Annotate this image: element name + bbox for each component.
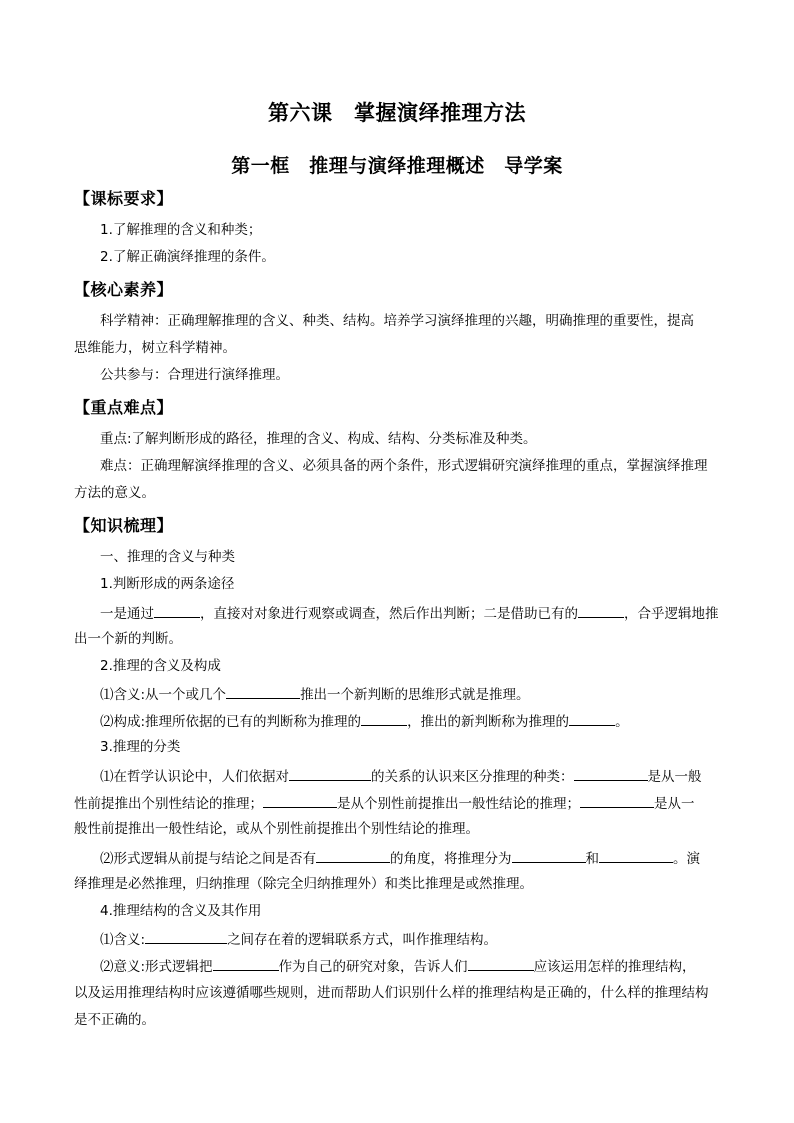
key-points-heading: 【重点难点】 (74, 398, 174, 417)
fill-blank[interactable] (569, 711, 615, 726)
item-1-line-1: 一是通过 ，直接对对象进行观察或调查，然后作出判断；二是借助已有的 ，合乎逻辑地推 (100, 603, 719, 623)
fill-blank[interactable] (289, 766, 371, 781)
item-4-meaning: ⑴含义: 之间存在着的逻辑联系方式，叫作推理结构。 (100, 929, 497, 949)
fill-blank[interactable] (316, 848, 390, 863)
difficult-point-line-1: 难点：正确理解演绎推理的含义、必须具备的两个条件，形式逻辑研究演绎推理的重点，掌握演绎推理 (100, 458, 708, 474)
fill-blank[interactable] (468, 956, 534, 971)
literacy-public: 公共参与：合理进行演绎推理。 (100, 367, 289, 383)
curriculum-heading: 【课标要求】 (74, 189, 174, 208)
fill-blank[interactable] (578, 603, 624, 618)
curriculum-item-2: 2.了解正确演绎推理的条件。 (100, 249, 275, 265)
section-title: 第一框 推理与演绎推理概述 导学案 (231, 155, 563, 177)
section-1-title: 一、推理的含义与种类 (100, 549, 235, 565)
item-3-title: 3.推理的分类 (100, 739, 181, 755)
item-3-b-line-1: ⑵形式逻辑从前提与结论之间是否有 的角度，将推理分为 和 。演 (100, 848, 700, 868)
item-4-significance-line-3: 是不正确的。 (74, 1012, 155, 1028)
item-4-significance-line-1: ⑵意义:形式逻辑把 作为自己的研究对象，告诉人们 应该运用怎样的推理结构， (100, 956, 696, 976)
fill-blank[interactable] (599, 848, 673, 863)
item-2-structure: ⑵构成:推理所依据的已有的判断称为推理的 ，推出的新判断称为推理的 。 (100, 711, 629, 731)
fill-blank[interactable] (154, 603, 200, 618)
item-4-significance-line-2: 以及运用推理结构时应该遵循哪些规则，进而帮助人们识别什么样的推理结构是正确的，什么样的推理结构 (74, 985, 709, 1001)
key-point: 重点:了解判断形成的路径，推理的含义、构成、结构、分类标准及种类。 (100, 431, 537, 447)
fill-blank[interactable] (512, 848, 586, 863)
item-1-line-2: 出一个新的判断。 (74, 631, 182, 647)
lesson-title: 第六课 掌握演绎推理方法 (268, 100, 526, 125)
item-2-meaning: ⑴含义:从一个或几个 推出一个新判断的思维形式就是推理。 (100, 684, 530, 704)
item-2-title: 2.推理的含义及构成 (100, 658, 221, 674)
literacy-science-line-1: 科学精神：正确理解推理的含义、种类、结构。培养学习演绎推理的兴趣，明确推理的重要性，提高 (100, 313, 694, 329)
fill-blank[interactable] (213, 956, 279, 971)
item-3-a-line-2: 性前提推出个别性结论的推理； 是从个别性前提推出一般性结论的推理； 是从一 (74, 793, 695, 813)
item-1-title: 1.判断形成的两条途径 (100, 576, 235, 592)
item-3-a-line-3: 般性前提推出一般性结论，或从个别性前提推出个别性结论的推理。 (74, 821, 479, 837)
fill-blank[interactable] (574, 766, 648, 781)
item-3-b-line-2: 绎推理是必然推理，归纳推理（除完全归纳推理外）和类比推理是或然推理。 (74, 876, 533, 892)
knowledge-heading: 【知识梳理】 (74, 516, 174, 535)
fill-blank[interactable] (580, 793, 654, 808)
literacy-heading: 【核心素养】 (74, 280, 174, 299)
fill-blank[interactable] (145, 929, 227, 944)
literacy-science-line-2: 思维能力，树立科学精神。 (74, 340, 236, 356)
fill-blank[interactable] (361, 711, 407, 726)
fill-blank[interactable] (226, 684, 300, 699)
fill-blank[interactable] (263, 793, 337, 808)
curriculum-item-1: 1.了解推理的含义和种类； (100, 222, 262, 238)
item-4-title: 4.推理结构的含义及其作用 (100, 903, 262, 919)
item-3-a-line-1: ⑴在哲学认识论中，人们依据对 的关系的认识来区分推理的种类： 是从一般 (100, 766, 702, 786)
difficult-point-line-2: 方法的意义。 (74, 485, 155, 501)
